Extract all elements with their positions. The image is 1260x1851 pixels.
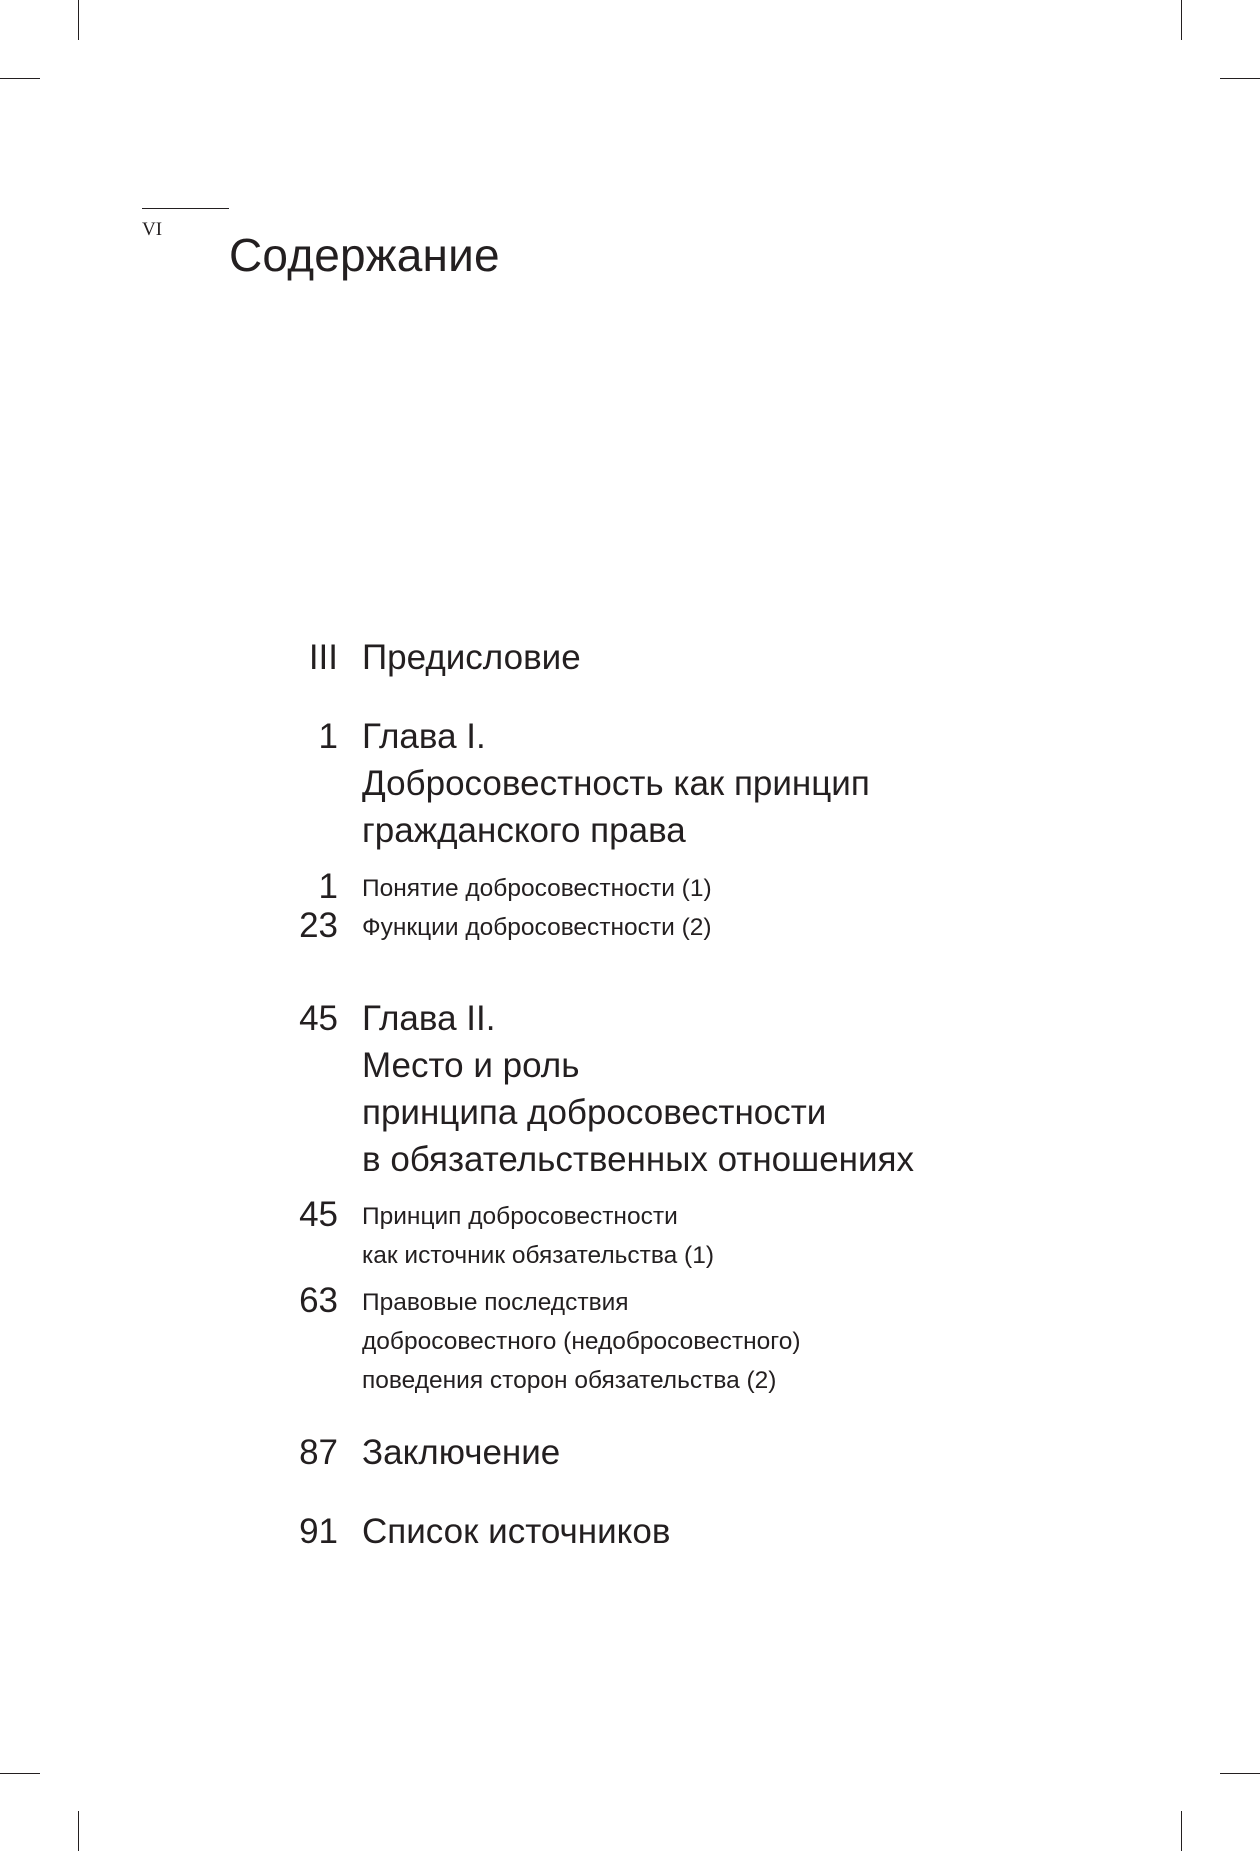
toc-page-number: 45 (299, 1195, 338, 1234)
crop-mark (1220, 1773, 1260, 1774)
toc-entry-line: Заключение (362, 1433, 561, 1472)
page-folio: VI (142, 219, 163, 240)
toc-entry-line: добросовестного (недобросовестного) (362, 1328, 801, 1355)
toc-entry-line: как источник обязательства (1) (362, 1242, 714, 1269)
toc-page-number: 1 (318, 867, 338, 906)
toc-entry-title (362, 1508, 1162, 1555)
crop-mark (78, 0, 79, 40)
toc-entry-title (362, 713, 1162, 854)
toc-entry-line: поведения сторон обязательства (2) (362, 1367, 777, 1394)
folio-rule (142, 208, 229, 209)
toc-entry-line: Предисловие (362, 638, 581, 677)
toc-entry-line: Место и роль (362, 1046, 580, 1085)
toc-entry-line: гражданского права (362, 811, 686, 850)
toc-entry-title (362, 1429, 1162, 1476)
toc-entry-line: Список источников (362, 1512, 671, 1551)
page-title: Содержание (229, 229, 500, 281)
toc-entry-line: Принцип добросовестности (362, 1203, 678, 1230)
crop-mark (1181, 1811, 1182, 1851)
toc-entry-line: Понятие добросовестности (1) (362, 875, 712, 902)
toc-entry-title (362, 1197, 1162, 1275)
toc-entry-title (362, 869, 1162, 908)
toc-page-number: III (308, 638, 338, 677)
toc-entry-line: в обязательственных отношениях (362, 1140, 914, 1179)
toc-entry-line: принципа добросовестности (362, 1093, 827, 1132)
toc-entry-line: Правовые последствия (362, 1289, 629, 1316)
toc-entry-line: Функции добросовестности (2) (362, 914, 712, 941)
toc-page-number: 87 (299, 1433, 338, 1472)
toc-page-number: 1 (318, 717, 338, 756)
toc-page-number: 45 (299, 999, 338, 1038)
toc-entry-title (362, 1283, 1162, 1400)
toc-page-number: 63 (299, 1281, 338, 1320)
crop-mark (0, 1773, 40, 1774)
toc-page-number: 91 (299, 1512, 338, 1551)
toc-entry-line: Глава II. (362, 999, 496, 1038)
toc-entry-title (362, 908, 1162, 947)
crop-mark (1181, 0, 1182, 40)
crop-mark (0, 78, 40, 79)
crop-mark (78, 1811, 79, 1851)
toc-page-number: 23 (299, 906, 338, 945)
toc-entry-title (362, 634, 1162, 681)
toc-entry-line: Глава I. (362, 717, 486, 756)
toc-entry-line: Добросовестность как принцип (362, 764, 870, 803)
crop-mark (1220, 78, 1260, 79)
toc-entry-title (362, 995, 1162, 1183)
